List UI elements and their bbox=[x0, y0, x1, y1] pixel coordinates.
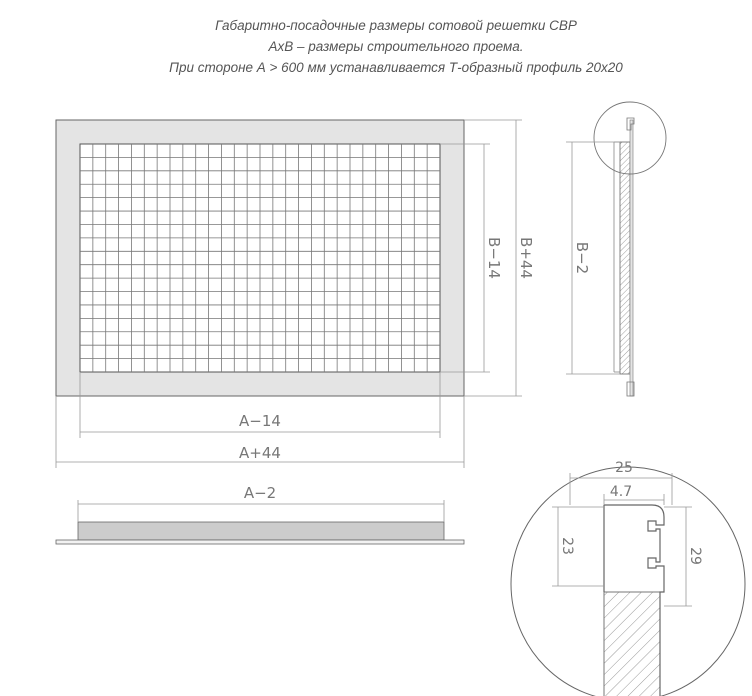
header-line-2: AxB – размеры строительного проема. bbox=[268, 39, 524, 54]
dim-b-minus-14: B−14 bbox=[485, 237, 503, 279]
dim-a-plus-44: A+44 bbox=[239, 444, 281, 462]
dim-b-minus-2: B−2 bbox=[573, 241, 591, 275]
dim-detail-29: 29 bbox=[687, 547, 703, 565]
dim-detail-23: 23 bbox=[559, 537, 575, 555]
dim-b-plus-44: B+44 bbox=[517, 237, 535, 279]
side-view bbox=[594, 102, 666, 396]
front-view bbox=[56, 120, 464, 396]
side-flange bbox=[630, 120, 633, 396]
bottom-dimensions bbox=[78, 500, 444, 522]
wall-section bbox=[604, 592, 660, 696]
header-line-1: Габаритно-посадочные размеры сотовой решетки СВР bbox=[215, 18, 577, 33]
bottom-view bbox=[56, 522, 464, 544]
dim-a-minus-14: A−14 bbox=[239, 412, 281, 430]
header-line-3: При стороне А > 600 мм устанавливается Т-образный профиль 20х20 bbox=[169, 60, 623, 75]
dim-detail-4-7: 4.7 bbox=[609, 484, 633, 500]
side-panel-hatched bbox=[620, 142, 630, 374]
dim-detail-25: 25 bbox=[615, 460, 633, 476]
bottom-flange bbox=[56, 540, 464, 544]
bottom-body bbox=[78, 522, 444, 540]
detail-view bbox=[511, 467, 745, 696]
dim-a-minus-2: A−2 bbox=[243, 484, 277, 502]
